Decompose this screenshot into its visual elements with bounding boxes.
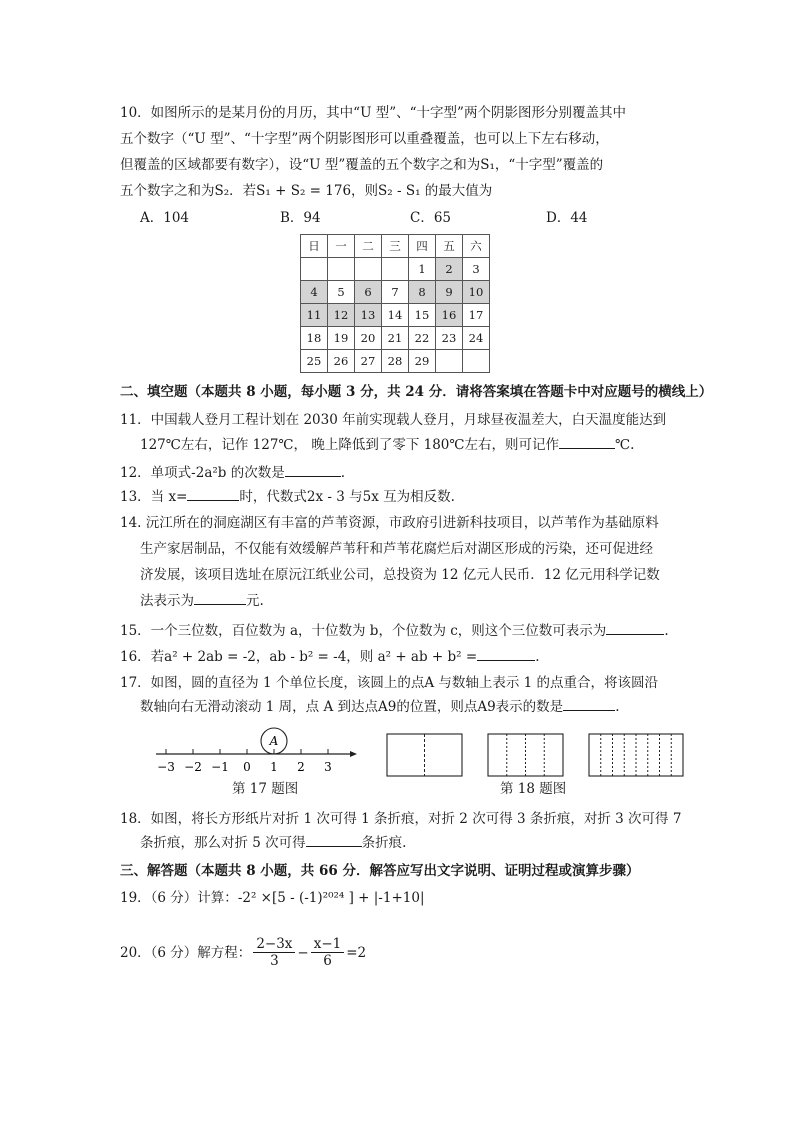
- q13-blank: [187, 488, 239, 501]
- q14-line1: 14. 沅江所在的洞庭湖区有丰富的芦苇资源，市政府引进新科技项目，以芦苇作为基础原料: [120, 515, 659, 531]
- q17-text: 数轴向右无滑动滚动 1 周，点 A 到达点A9的位置，则点A9表示的数是: [140, 699, 564, 715]
- q13-text-end: 时，代数式2x - 3 与5x 互为相反数.: [239, 489, 455, 505]
- calendar-cell: 23: [436, 327, 463, 350]
- q17-line2: [140, 698, 619, 716]
- calendar-cell: 14: [382, 304, 409, 327]
- calendar-cell-shaded: 12: [328, 304, 355, 327]
- calendar-cell-shaded: 9: [436, 281, 463, 304]
- q19-expression: -2² ×[5 - (-1)²⁰²⁴ ] + |-1+10|: [237, 890, 425, 906]
- q15-text: 15．一个三位数，百位数为 a，十位数为 b，个位数为 c，则这个三位数可表示为: [120, 623, 607, 639]
- q20-denominator-2: 6: [323, 953, 332, 969]
- q14-line4: [140, 592, 264, 610]
- calendar-cell: 28: [382, 350, 409, 373]
- q10-option-c: C．65: [410, 210, 452, 226]
- q20-numerator-2: x−1: [311, 936, 345, 953]
- calendar-cell: [355, 258, 382, 281]
- calendar-cell: 7: [382, 281, 409, 304]
- calendar-cell: 18: [301, 327, 328, 350]
- calendar-cell: [382, 258, 409, 281]
- q16-line: [120, 648, 539, 666]
- q16-text: 16．若a² + 2ab = -2，ab - b² = -4，则 a² + ab + b² =: [120, 649, 478, 665]
- q10-line2: 五个数字（“U 型”、“十字型”两个阴影图形可以重叠覆盖，也可以上下左右移动，: [120, 131, 609, 147]
- q10-line1: 10．如图所示的是某月份的月历，其中“U 型”、“十字型”两个阴影图形分别覆盖其中: [120, 105, 626, 121]
- q17-blank: [563, 698, 615, 711]
- q10-line3: 但覆盖的区域都要有数字），设“U 型”覆盖的五个数字之和为S₁，“十字型”覆盖的: [120, 157, 604, 173]
- q20-fraction-2: [311, 936, 345, 969]
- q10-option-a: A．104: [140, 210, 190, 226]
- calendar-cell-shaded: 8: [409, 281, 436, 304]
- calendar-header: 二: [355, 235, 382, 258]
- q14-unit: 元.: [246, 593, 264, 609]
- calendar-cell: 17: [463, 304, 490, 327]
- number-line-ticks: [166, 749, 328, 754]
- calendar-header-row: [301, 235, 490, 258]
- calendar-cell-shaded: 2: [436, 258, 463, 281]
- calendar-header: 一: [328, 235, 355, 258]
- q17-line1: 17．如图，圆的直径为 1 个单位长度，该圆上的点A 与数轴上表示 1 的点重合，将该圆沿: [120, 675, 659, 691]
- q12-end: .: [340, 465, 346, 481]
- q15-blank: [606, 622, 664, 635]
- q17-end: .: [615, 699, 620, 715]
- calendar-cell: [328, 258, 355, 281]
- calendar-cell: 25: [301, 350, 328, 373]
- calendar-row: [301, 258, 490, 281]
- q10-option-d: D．44: [546, 210, 588, 226]
- q11-text: 127℃左右，记作 127℃， 晚上降低到了零下 180℃左右，则可记作: [140, 437, 559, 453]
- number-line-figure: [150, 724, 360, 776]
- q14-blank: [194, 592, 246, 605]
- q20-rhs: =2: [346, 944, 367, 961]
- q18-blank: [306, 834, 362, 847]
- q18-line2: [140, 834, 406, 852]
- q12-line: [120, 464, 345, 482]
- calendar-cell-shaded: 10: [463, 281, 490, 304]
- calendar-cell-shaded: 13: [355, 304, 382, 327]
- calendar-header: 三: [382, 235, 409, 258]
- q15-end: .: [664, 623, 669, 639]
- q11-line1: 11．中国载人登月工程计划在 2030 年前实现载人登月，月球昼夜温差大，白天温度能达到: [120, 412, 667, 428]
- q19-label: 19．（6 分）计算：: [120, 890, 238, 906]
- calendar-row: [301, 304, 490, 327]
- calendar-cell: 5: [328, 281, 355, 304]
- q18-text: 条折痕，那么对折 5 次可得: [140, 835, 306, 851]
- q18-line1: 18．如图，将长方形纸片对折 1 次可得 1 条折痕，对折 2 次可得 3 条折痕，对折 3 次可得 7: [120, 811, 682, 827]
- calendar-header: 四: [409, 235, 436, 258]
- q13-line: [120, 488, 455, 506]
- q13-text: 13．当 x=: [120, 489, 188, 505]
- tick-label: −2: [184, 760, 202, 774]
- q14-line2: 生产家居制品，不仅能有效缓解芦苇秆和芦苇花腐烂后对湖区形成的污染，还可促进经: [140, 541, 653, 557]
- calendar-cell: 1: [409, 258, 436, 281]
- tick-label: 3: [324, 760, 332, 774]
- tick-label: −3: [157, 760, 175, 774]
- calendar-cell: 3: [463, 258, 490, 281]
- calendar-cell: 24: [463, 327, 490, 350]
- point-a-label: A: [269, 734, 279, 748]
- q14-line3: 济发展，该项目选址在原沅江纸业公司，总投资为 12 亿元人民币．12 亿元用科学记数: [140, 567, 660, 583]
- q14-text: 法表示为: [140, 593, 194, 609]
- q11-blank: [559, 436, 615, 449]
- q11-unit: ℃.: [614, 437, 635, 453]
- calendar-header: 五: [436, 235, 463, 258]
- q10-option-b: B．94: [280, 210, 321, 226]
- calendar-row: [301, 350, 490, 373]
- q19-line: [120, 889, 425, 907]
- calendar-cell: 19: [328, 327, 355, 350]
- calendar-cell: 20: [355, 327, 382, 350]
- calendar-cell: 21: [382, 327, 409, 350]
- q10-line4: 五个数字之和为S₂．若S₁ + S₂ = 176，则S₂ - S₁ 的最大值为: [120, 183, 493, 199]
- calendar-cell: 29: [409, 350, 436, 373]
- calendar-header: 日: [301, 235, 328, 258]
- q16-end: .: [535, 649, 540, 665]
- calendar-cell-shaded: 4: [301, 281, 328, 304]
- calendar-cell: 26: [328, 350, 355, 373]
- tick-label: 2: [297, 760, 305, 774]
- folding-figure: [386, 733, 686, 777]
- calendar-cell-shaded: 16: [436, 304, 463, 327]
- q20-line: [120, 936, 366, 969]
- q18-end: 条折痕.: [361, 835, 407, 851]
- section2-heading: 二、填空题（本题共 8 小题，每小题 3 分，共 24 分．请将答案填在答题卡中对应题号的横线上）: [120, 384, 713, 400]
- q11-line2: [140, 436, 634, 454]
- q15-line: [120, 622, 669, 640]
- calendar-row: [301, 281, 490, 304]
- calendar-cell-shaded: 11: [301, 304, 328, 327]
- q20-denominator-1: 3: [270, 953, 279, 969]
- calendar-cell: 27: [355, 350, 382, 373]
- tick-label: −1: [211, 760, 229, 774]
- calendar-cell: 15: [409, 304, 436, 327]
- q20-minus: −: [297, 944, 309, 961]
- calendar-cell: 22: [409, 327, 436, 350]
- calendar-table: [300, 234, 490, 373]
- tick-label: 1: [270, 760, 278, 774]
- calendar-cell: [436, 350, 463, 373]
- fig17-caption: 第 17 题图: [232, 781, 299, 797]
- calendar-row: [301, 327, 490, 350]
- calendar-cell: [301, 258, 328, 281]
- tick-label: 0: [243, 760, 251, 774]
- q20-fraction-1: [253, 936, 295, 969]
- calendar-cell-shaded: 6: [355, 281, 382, 304]
- number-line-arrow: [350, 751, 357, 757]
- section3-heading: 三、解答题（本题共 8 小题，共 66 分．解答应写出文字说明、证明过程或演算步骤）: [120, 863, 640, 879]
- q12-blank: [285, 464, 341, 477]
- calendar-header: 六: [463, 235, 490, 258]
- calendar-cell: [463, 350, 490, 373]
- fig18-caption: 第 18 题图: [500, 781, 567, 797]
- q20-label: 20．（6 分）解方程：: [120, 944, 252, 961]
- q16-blank: [477, 648, 535, 661]
- q20-numerator-1: 2−3x: [253, 936, 295, 953]
- q12-text: 12．单项式-2a²b 的次数是: [120, 465, 285, 481]
